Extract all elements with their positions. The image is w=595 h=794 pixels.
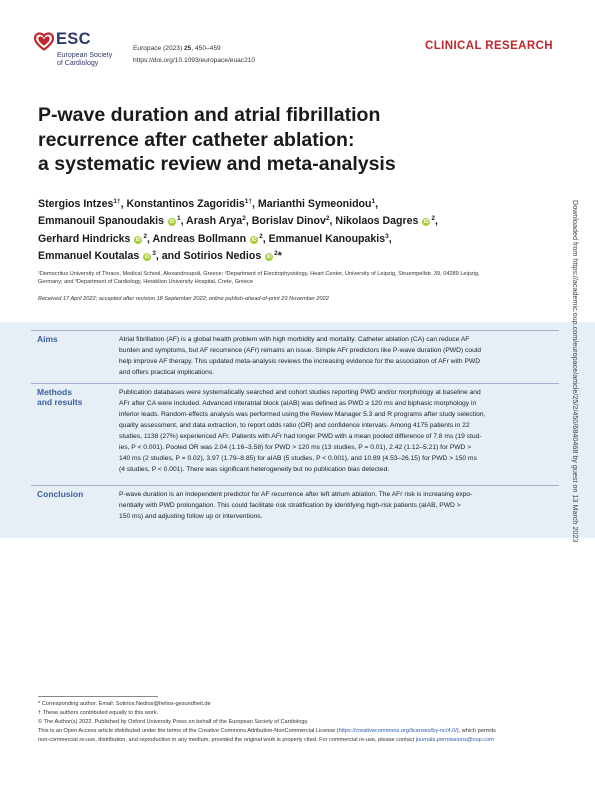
affiliation-sup: 2	[325, 215, 330, 223]
abstract-line: Publication databases were systematically searched and cohort studies reporting PWD and/or morphology at baseline and	[119, 389, 481, 396]
permissions-email-link[interactable]: journals.permissions@oup.com	[415, 737, 494, 743]
author-name: , Borislav Dinov	[245, 215, 326, 228]
affiliation-sup: 3	[152, 249, 156, 257]
journal-pages: , 450–459	[191, 45, 221, 52]
aims-text	[119, 334, 556, 378]
orcid-icon[interactable]: iD	[266, 253, 272, 260]
license-note	[38, 727, 558, 736]
journal-name: Europace	[133, 45, 162, 52]
author-name: , Andreas Bollmann	[147, 232, 247, 245]
author-name: , Marianthi Symeonidou	[252, 198, 372, 210]
title-line: P-wave duration and atrial fibrillation	[38, 104, 381, 126]
author-name: , Nikolaos Dagres	[329, 215, 419, 228]
affiliation-line: ¹Democritus University of Thrace, Medical School, Alexandroupoli, Greece; ²Department of Electrophysiology, Heart Center, University of Leipzig, Struempellstr. 39, 04289 Leipzig,	[38, 271, 480, 277]
equal-contribution-note: † These authors contributed equally to this work.	[38, 710, 159, 716]
abstract-line: (4 studies, P < 0.001). There was significant heterogeneity but no publication bias detected.	[119, 466, 390, 473]
author-name: , Konstantinos Zagoridis	[120, 198, 245, 210]
affiliation-sup: 1†	[113, 198, 121, 205]
corresponding-mark: *	[277, 249, 282, 262]
abstract-line: nentially with PWD prolongation. This could facilitate risk stratification by identifying high-risk patients (aIAB, PWD >	[119, 502, 461, 509]
abstract-line: Atrial fibrillation (AF) is a global health problem with high morbidity and mortality. Catheter ablation (CA) can reduce AF	[119, 336, 470, 343]
affiliation-line: Germany; and ³Department of Cardiology, Heraklion University Hospital, Crete, Greece	[38, 279, 254, 286]
footnote-divider	[38, 696, 158, 697]
abstract-line: 140 ms (2 studies, P = 0.02), 3.97 (1.79–8.85) for aIAB (5 studies, P < 0.001), and 10.89 (4.53–26.15) for PWD > 150 ms	[119, 455, 477, 462]
title-line: a systematic review and meta-analysis	[38, 153, 396, 175]
abstract-line: quality assessment, and data extraction, to report odds ratio (OR) and confidence intervals. Among 4175 patients in 22	[119, 422, 470, 429]
abstract-line: 150 ms) and adjusting follow up or interventions.	[119, 513, 263, 520]
methods-heading	[37, 387, 82, 407]
corresponding-author-note: * Corresponding author. Email: Sotirios.Nedios@helios-gesundheit.de	[38, 701, 211, 707]
author-name: Emmanuel Koutalas	[38, 249, 140, 262]
divider	[31, 383, 559, 384]
abstract-line: and offers practical implications.	[119, 369, 215, 376]
article-title	[38, 103, 558, 177]
abstract-line: inferior leads. Random-effects analysis was performed using the Review Manager 5.3 and R programs after study selection,	[119, 411, 486, 418]
license-text: ), which permits	[456, 728, 496, 734]
abstract-line: ies, P < 0.001). Pooled OR was 2.04 (1.16–3.58) for PWD > 120 ms (13 studies, P = 0.01), 2.42 (1.12–5.21) for PWD >	[119, 444, 472, 451]
methods-heading-line: and results	[37, 397, 83, 407]
structured-abstract	[0, 322, 595, 538]
affiliation-sup: 1	[371, 198, 376, 205]
footnotes	[38, 700, 558, 745]
abstract-line: studies, 1138 (27%) experienced AFr. Patients with AFr had longer PWD with a mean pooled difference of 7.8 ms (19 stud-	[119, 433, 482, 440]
author-name: , Emmanuel Kanoupakis	[262, 232, 386, 245]
affiliation-sup: 1	[176, 215, 181, 223]
esc-logo	[34, 32, 134, 76]
abstract-line: AFr after CA were included. Advanced interatrial block (aIAB) was defined as PWD ≥ 120 ms and biphasic morphology in	[119, 400, 477, 407]
affiliation-sup: 3	[385, 232, 389, 240]
orcid-icon[interactable]: iD	[135, 236, 141, 243]
affiliation-sup: 2	[259, 232, 263, 240]
author-name: Stergios Intzes	[38, 198, 114, 210]
author-name: , and Sotirios Nedios	[155, 249, 262, 262]
title-line: recurrence after catheter ablation:	[38, 128, 355, 151]
affiliations	[38, 270, 560, 287]
author-name: Emmanouil Spanoudakis	[38, 215, 164, 228]
license-text: non-commercial re-use, distribution, and reproduction in any medium, provided the original work is properly cited. For commercial re-use, please contact	[38, 737, 416, 743]
orcid-icon[interactable]: iD	[169, 219, 175, 226]
orcid-icon[interactable]: iD	[423, 219, 429, 226]
section-label: CLINICAL RESEARCH	[425, 40, 553, 52]
abstract-line: help improve AF therapy. This updated meta-analysis reviews the increasing evidence for the association of AFr with PWD	[119, 358, 481, 365]
separator: ,	[375, 198, 379, 210]
license-note-line2	[38, 736, 558, 745]
separator: ,	[435, 215, 438, 228]
download-stamp	[567, 200, 581, 600]
author-line	[38, 248, 558, 265]
author-line	[38, 196, 558, 213]
separator: ,	[388, 232, 392, 245]
orcid-icon[interactable]: iD	[251, 236, 257, 243]
download-stamp-text: Downloaded from https://academic.oup.com/europace/article/25/2/450/6840468 by guest on 13 March 2023	[571, 200, 580, 543]
methods-text	[119, 387, 556, 475]
affiliation-sup: 1†	[244, 198, 253, 205]
journal-volume: 25	[183, 45, 192, 52]
affiliation-sup: 2	[274, 249, 278, 257]
abstract-line: burden and symptoms, but AF recurrence (AFr) remains an issue. Simple AFr predictors like P-wave duration (PWD) could	[119, 347, 482, 354]
license-text: This is an Open Access article distributed under the terms of the Creative Commons Attribution-NonCommercial License (	[38, 728, 339, 734]
methods-heading-line: Methods	[37, 387, 72, 397]
logo-subtitle-line2: of Cardiology	[57, 60, 99, 67]
affiliation-sup: 2	[431, 215, 436, 223]
abstract-line: P-wave duration is an independent predictor for AF recurrence after left atrium ablation. The AFr risk is increasing expo-	[119, 491, 473, 498]
copyright-note: © The Author(s) 2022. Published by Oxford University Press on behalf of the European Society of Cardiology.	[38, 719, 309, 725]
doi-link[interactable]: https://doi.org/10.1093/europace/euac210	[133, 57, 256, 64]
divider	[31, 485, 559, 486]
author-list	[38, 196, 558, 265]
logo-subtitle-line1: European Society	[57, 52, 113, 59]
divider	[31, 330, 559, 331]
orcid-icon[interactable]: iD	[144, 253, 150, 260]
affiliation-sup: 2	[143, 232, 148, 240]
logo-wordmark: ESC	[56, 30, 91, 48]
conclusion-text	[119, 489, 556, 522]
affiliation-sup: 2	[242, 215, 246, 223]
journal-citation	[133, 45, 221, 52]
license-link[interactable]: https://creativecommons.org/licenses/by-nc/4.0/	[338, 728, 457, 734]
aims-heading: Aims	[37, 334, 58, 344]
author-name: , Arash Arya	[180, 215, 243, 228]
author-line	[38, 231, 558, 248]
publication-dates: Received 17 April 2022; accepted after revision 18 September 2022; online publish-ahead-of-print 23 November 2022	[38, 296, 329, 302]
author-name: Gerhard Hindricks	[38, 232, 131, 245]
journal-year: (2023)	[163, 45, 183, 52]
conclusion-heading: Conclusion	[37, 489, 84, 499]
heart-logo-icon	[34, 32, 54, 52]
author-line	[38, 213, 558, 230]
